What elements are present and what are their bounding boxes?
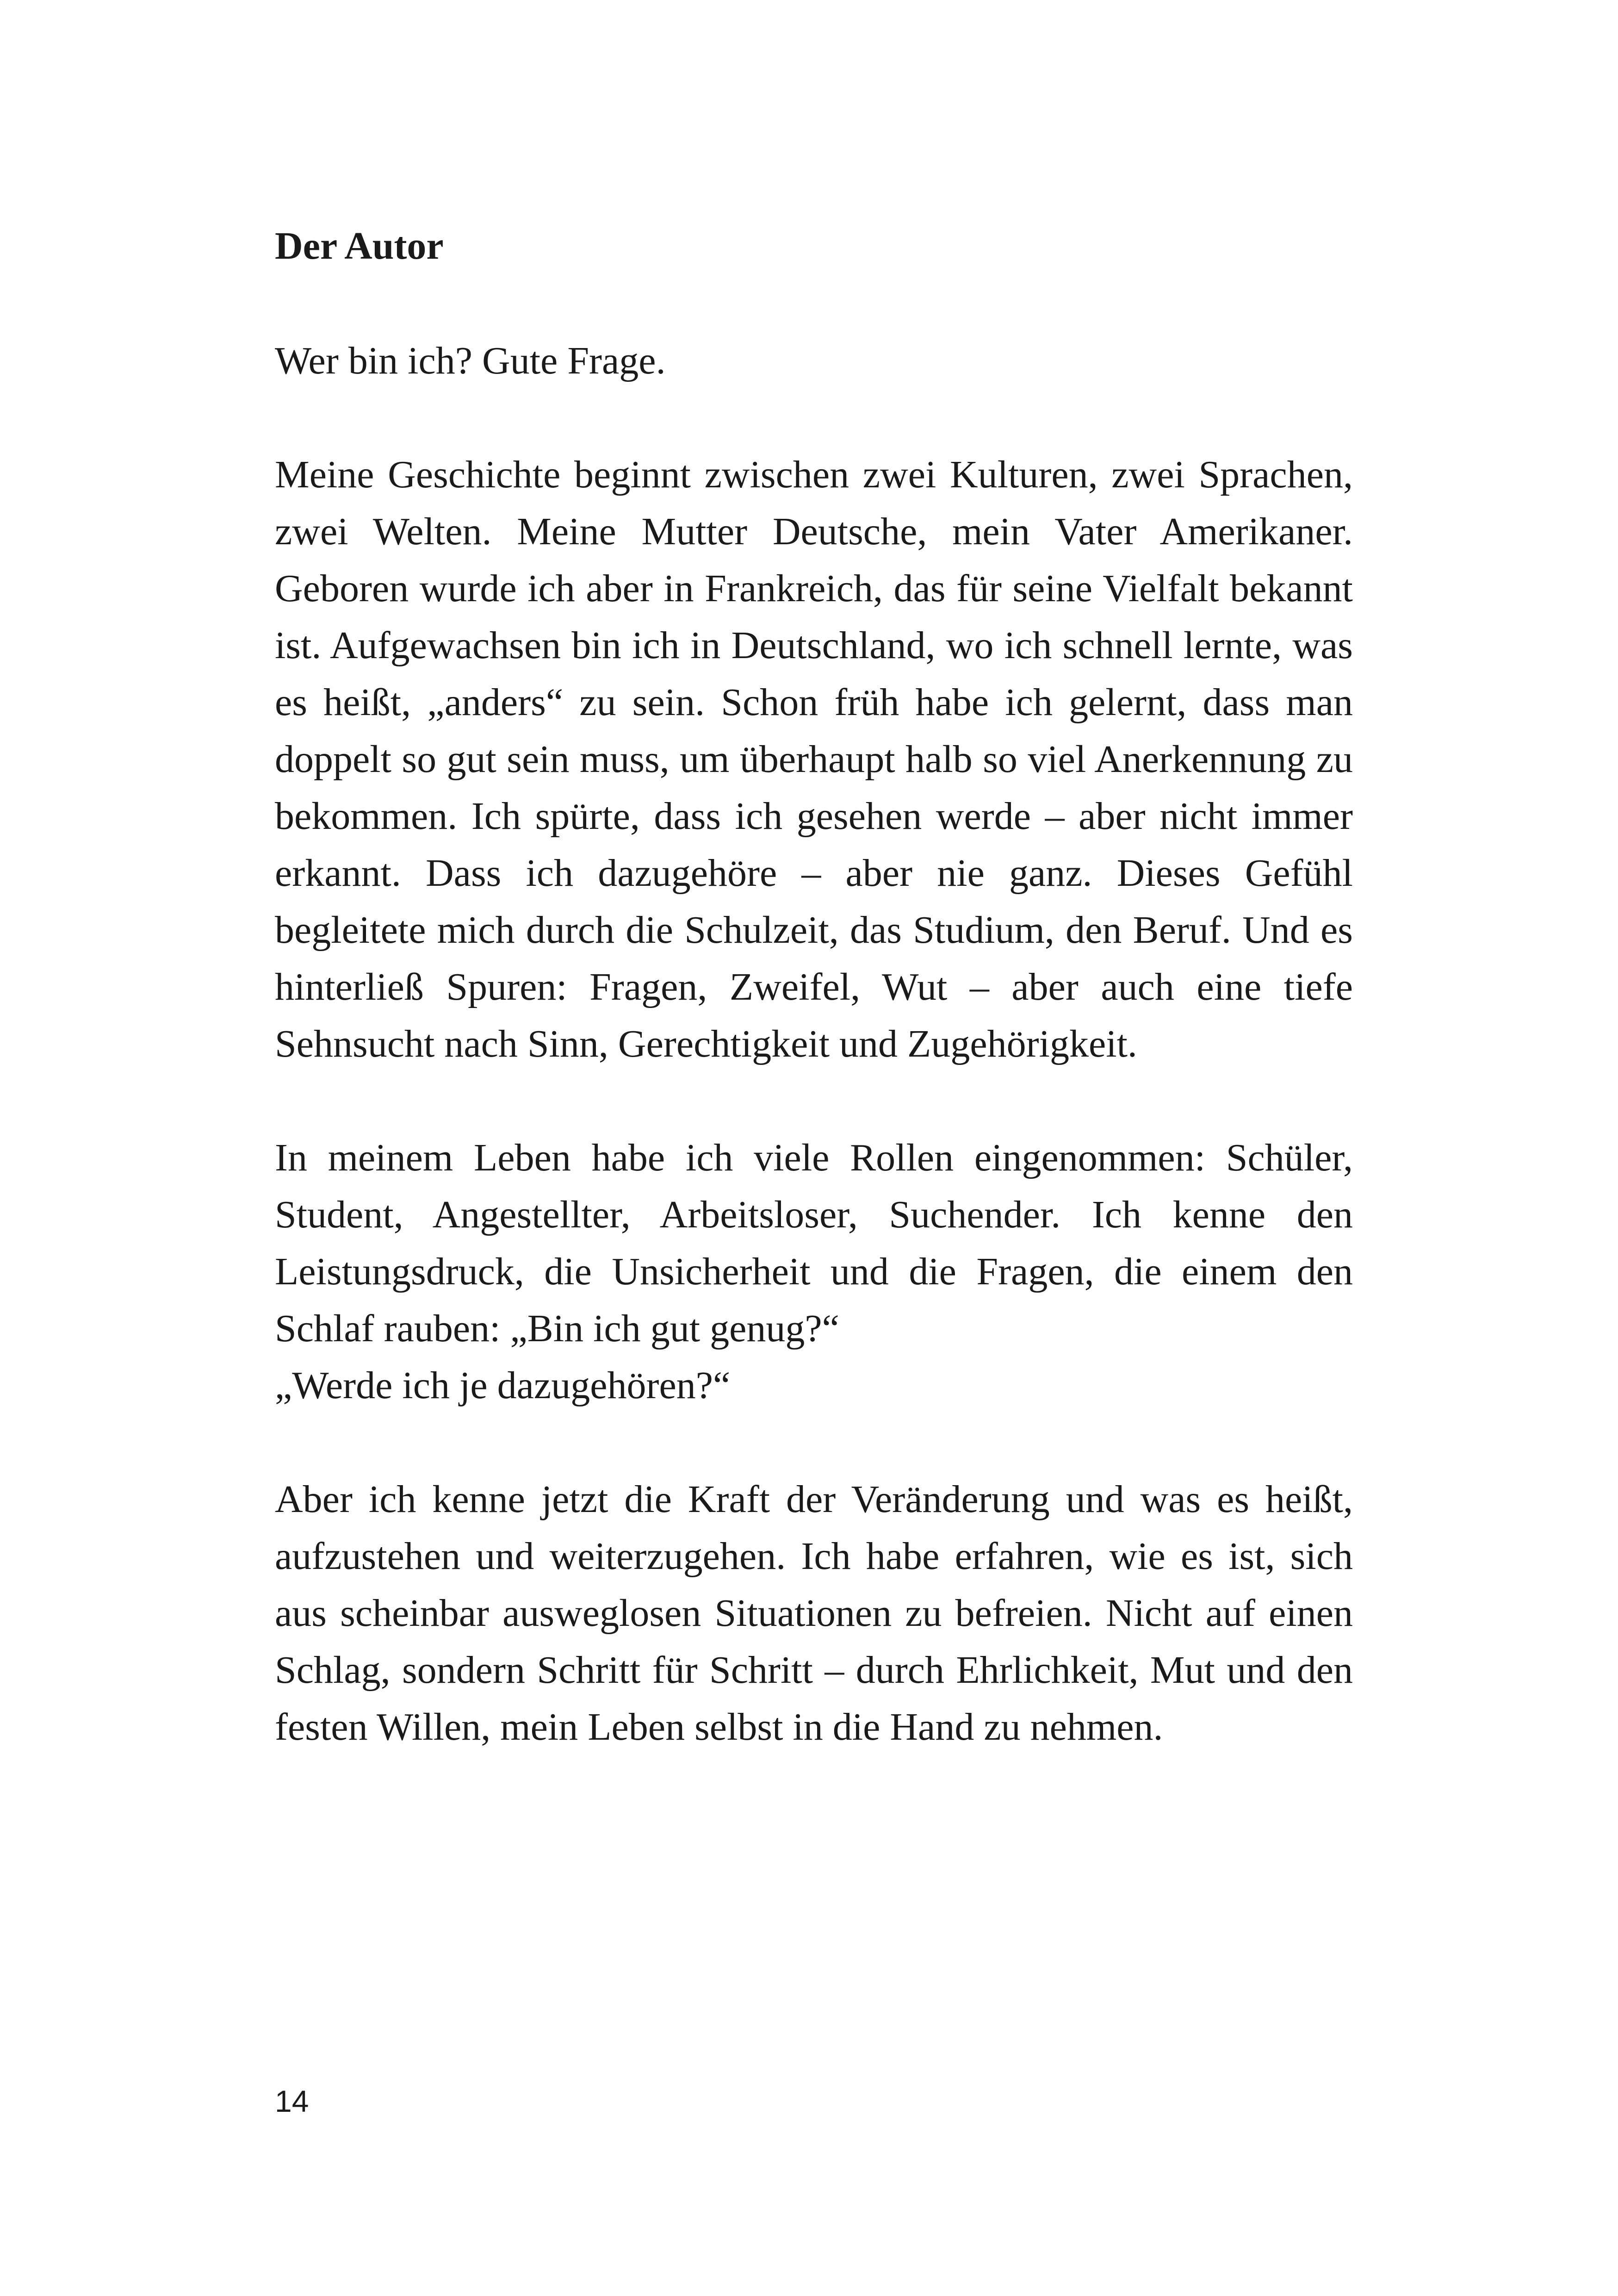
paragraph-change: Aber ich kenne jetzt die Kraft der Veränderung und was es heißt, aufzustehen und weiterzugehen. Ich habe erfahren, wie es ist, sich aus scheinbar ausweglosen Situationen zu befreien. Nicht auf einen Schlag, sondern Schritt für Schritt – durch Ehrlichkeit, Mut und den festen Willen, mein Leben selbst in die Hand zu nehmen. [275,1478,1353,1748]
lead-line: Wer bin ich? Gute Frage. [275,339,666,382]
page-number: 14 [275,2084,309,2118]
paragraph-roles-question: „Werde ich je dazugehören?“ [275,1364,731,1407]
paragraph-origins: Meine Geschichte beginnt zwischen zwei Kulturen, zwei Sprachen, zwei Welten. Meine Mutter Deutsche, mein Vater Amerikaner. Geboren wurde ich aber in Frankreich, das für seine Vielfalt bekannt ist. Aufgewachsen bin ich in Deutschland, wo ich schnell lernte, was es heißt, „anders“ zu sein. Schon früh habe ich gelernt, dass man doppelt so gut sein muss, um überhaupt halb so viel Anerkennung zu bekommen. Ich spürte, dass ich gesehen werde – aber nicht immer erkannt. Dass ich dazugehöre – aber nie ganz. Dieses Gefühl begleitete mich durch die Schulzeit, das Studium, den Beruf. Und es hinterließ Spuren: Fragen, Zweifel, Wut – aber auch eine tiefe Sehnsucht nach Sinn, Gerechtigkeit und Zugehörigkeit. [275,453,1353,1065]
section-heading: Der Autor [275,224,444,268]
paragraph-roles [275,1129,1353,1414]
paragraph-roles-body: In meinem Leben habe ich viele Rollen eingenommen: Schüler, Student, Angestellter, Arbeitsloser, Suchender. Ich kenne den Leistungsdruck, die Unsicherheit und die Fragen, die einem den Schlaf rauben: „Bin ich gut genug?“ [275,1136,1353,1350]
text-column [275,218,1353,1812]
